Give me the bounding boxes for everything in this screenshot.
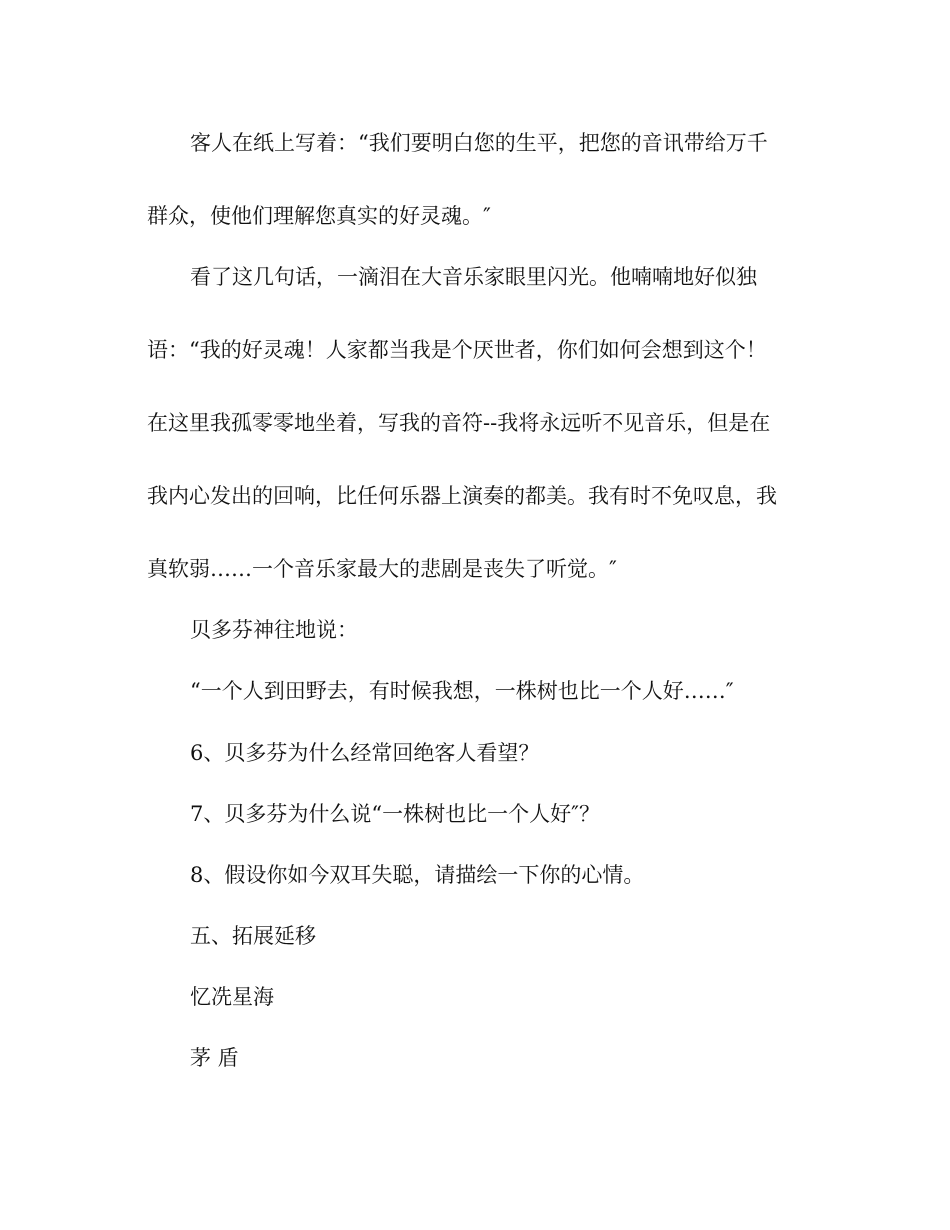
paragraph-line-8: 贝多芬神往地说：: [190, 618, 358, 642]
paragraph-line-1: 客人在纸上写着：“我们要明白您的生平，把您的音讯带给万千: [190, 131, 768, 155]
paragraph-line-4: 语：“我的好灵魂！人家都当我是个厌世者，你们如何会想到这个！: [147, 338, 767, 362]
question-7: 7、贝多芬为什么说“一株树也比一个人好″？: [190, 802, 600, 826]
question-6: 6、贝多芬为什么经常回绝客人看望？: [190, 741, 540, 765]
paragraph-line-2: 群众，使他们理解您真实的好灵魂。″: [147, 204, 491, 228]
question-8: 8、假设你如今双耳失聪，请描绘一下你的心情。: [190, 863, 645, 887]
article-author: 茅 盾: [190, 1046, 239, 1070]
section-heading: 五、拓展延移: [190, 924, 316, 948]
quote-line: “一个人到田野去，有时候我想，一株树也比一个人好……″: [190, 679, 734, 703]
paragraph-line-5: 在这里我孤零零地坐着，写我的音符--我将永远听不见音乐，但是在: [147, 411, 771, 435]
paragraph-line-6: 我内心发出的回响，比任何乐器上演奏的都美。我有时不免叹息，我: [147, 484, 777, 508]
paragraph-line-7: 真软弱……一个音乐家最大的悲剧是丧失了听觉。″: [147, 557, 617, 581]
paragraph-line-3: 看了这几句话，一滴泪在大音乐家眼里闪光。他喃喃地好似独: [190, 265, 757, 289]
article-title: 忆冼星海: [190, 985, 274, 1009]
